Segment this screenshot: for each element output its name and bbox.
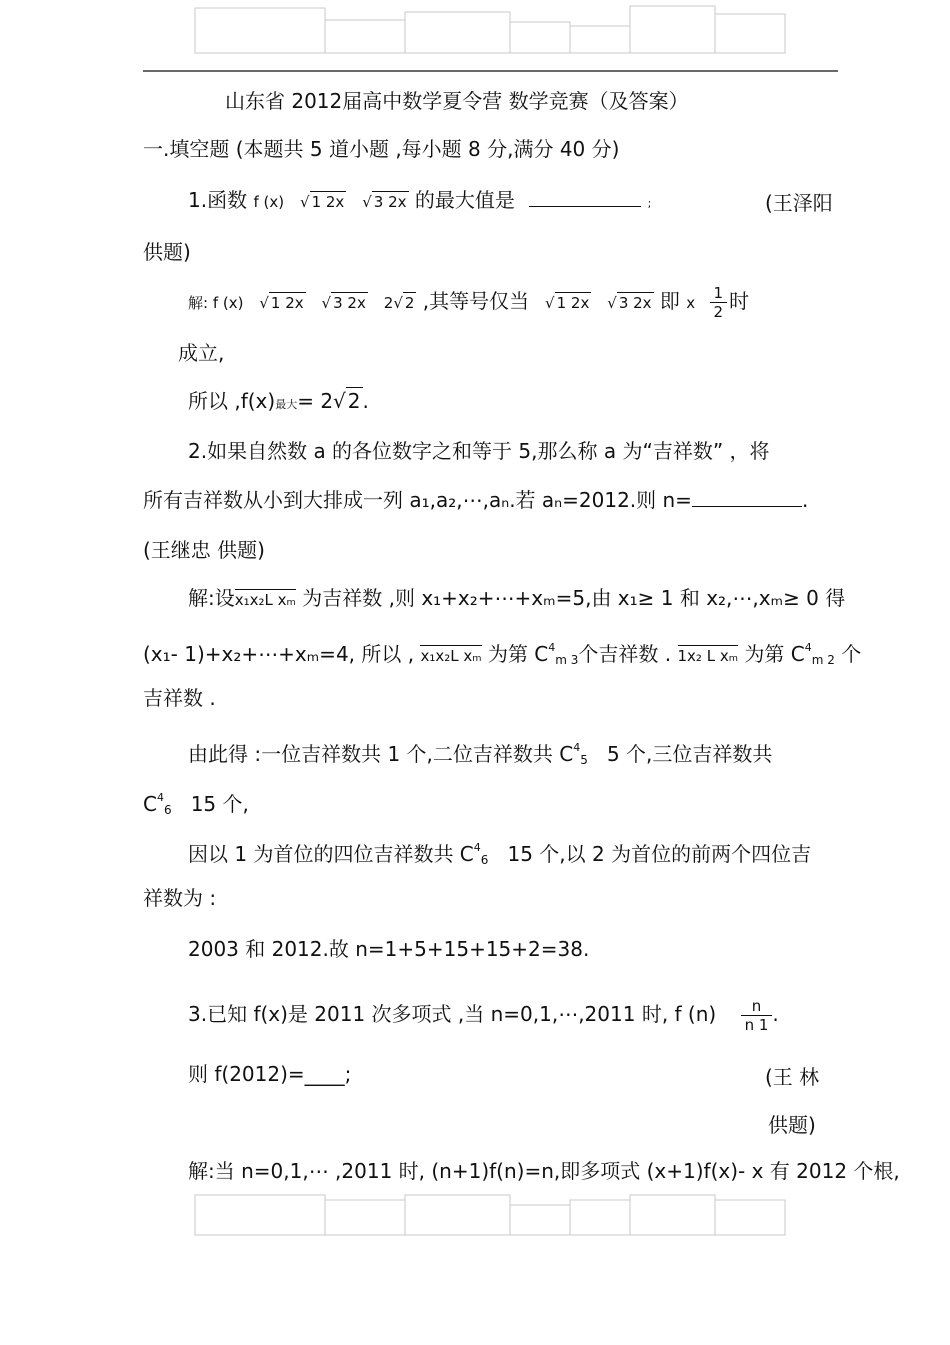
- q1-conclusion: 所以 ,f(x)最大= 2√ 2 .: [188, 389, 369, 413]
- q2-sol-3: 吉祥数 .: [143, 686, 216, 710]
- q2-credit: (王继忠 供题): [143, 538, 265, 562]
- q2-answer-blank[interactable]: [692, 506, 802, 507]
- q1-answer-blank[interactable]: [529, 206, 641, 207]
- page-title: 山东省 2012届高中数学夏令营 数学竞赛（及答案）: [225, 89, 689, 113]
- q2-sol-4: 由此得 :一位吉祥数共 1 个,二位吉祥数共 $C^4_5$ 5 个,三位吉祥数共: [188, 741, 773, 767]
- q2-sol-7: 祥数为 :: [143, 886, 217, 910]
- q2-sol-number-overline-2: x₁x₂L xₘ: [420, 647, 482, 665]
- q2-sol-8: 2003 和 2012.故 n=1+5+15+15+2=38.: [188, 937, 590, 961]
- q2-sol-number-overline-3: 1x₂ L xₘ: [677, 647, 739, 665]
- q1-credit: (王泽阳: [765, 191, 833, 215]
- section-heading: 一.填空题 (本题共 5 道小题 ,每小题 8 分,满分 40 分): [143, 137, 620, 161]
- q1-line: [188, 187, 651, 217]
- q1-sol-x: x: [686, 294, 696, 312]
- q3-line-1: 3.已知 f(x)是 2011 次多项式 ,当 n=0,1,⋯,2011 时, f (n) $\frac{n}{n 1}$ .: [188, 997, 779, 1034]
- q3-credit-1: (王 林: [765, 1065, 820, 1089]
- q2-sol-5: $C^4_6$ 15 个,: [143, 791, 249, 817]
- q1-sol-fraction: $\frac{1}{2}$: [710, 284, 728, 321]
- q1-sol-ji: 即: [659, 289, 680, 313]
- q1-tail: 的最大值是: [414, 188, 515, 212]
- q2-sol-2: (x₁- 1)+x₂+⋯+xₘ=4, 所以 , x₁x₂L xₘ 为第 $C^4_{m 3}$个吉祥数 . 1x₂ L xₘ 为第 $C^4_{m 2}$ 个: [143, 641, 862, 667]
- q3-sol-1: 解:当 n=0,1,⋯ ,2011 时, (n+1)f(n)=n,即多项式 (x+1)f(x)- x 有 2012 个根,: [188, 1159, 900, 1183]
- q1-radical-1: √ 1 2x: [290, 193, 345, 211]
- q1-lead: 1.函数: [188, 188, 248, 212]
- q3-credit-2: 供题): [768, 1113, 816, 1137]
- q1-sol-end: 成立,: [178, 341, 225, 365]
- q1-sol-radical-4: √ 1 2x: [535, 294, 590, 312]
- q1-sol-radical-1: √ 1 2x: [249, 294, 304, 312]
- q2-line-2: 所有吉祥数从小到大排成一列 a₁,a₂,⋯,aₙ.若 aₙ=2012.则 n= .: [143, 488, 809, 512]
- q1-sol-radical-2: √ 3 2x: [312, 294, 366, 312]
- q1-credit-2: 供题): [143, 240, 191, 264]
- q1-sol-radical-5: √ 3 2x: [597, 294, 652, 312]
- q1-solution: [188, 284, 749, 321]
- q1-sol-mid: ,其等号仅当: [422, 289, 530, 313]
- q2-sol-6: 因以 1 为首位的四位吉祥数共 $C^4_6$ 15 个,以 2 为首位的前两个四位吉: [188, 841, 812, 867]
- q2-sol-1: 解:设x₁x₂L xₘ 为吉祥数 ,则 x₁+x₂+⋯+xₘ=5,由 x₁≥ 1 和 x₂,⋯,xₘ≥ 0 得: [188, 586, 846, 610]
- q1-radical-2: √ 3 2x: [352, 193, 407, 211]
- q1-max-sub: 最大: [275, 398, 298, 411]
- q1-func: f (x): [253, 193, 285, 211]
- q1-sol-shi: 时: [729, 289, 750, 313]
- q1-semicolon: ;: [647, 197, 652, 210]
- q1-sol-eq: 2√ 2: [383, 294, 415, 312]
- q3-fraction: $\frac{n}{n 1}$: [741, 997, 773, 1034]
- q2-line-1: 2.如果自然数 a 的各位数字之和等于 5,那么称 a 为“吉祥数” ，将: [188, 439, 770, 463]
- q1-sol-lead: 解: f (x): [188, 294, 244, 312]
- q2-sol-number-overline: x₁x₂L xₘ: [234, 591, 296, 609]
- q3-line-2: 则 f(2012)=____;: [188, 1062, 352, 1086]
